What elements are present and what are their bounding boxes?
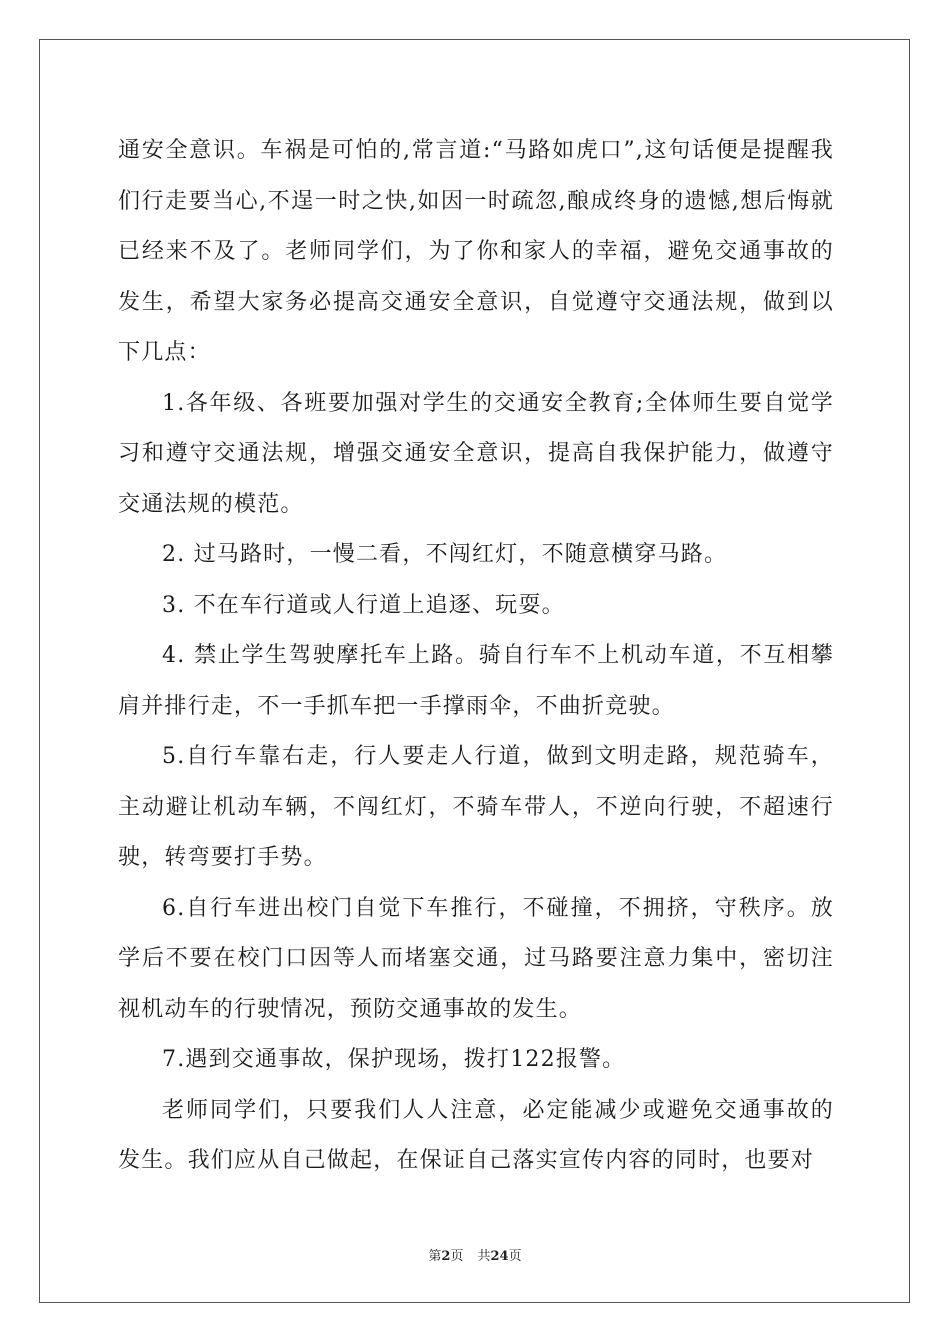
list-item-6: 6.自行车进出校门自觉下车推行，不碰撞，不拥挤，守秩序。放学后不要在校门口因等人而堵塞交通，过马路要注意力集中，密切注视机动车的行驶情况，预防交通事故的发生。	[118, 895, 834, 1022]
list-item-7: 7.遇到交通事故，保护现场，拨打122报警。	[162, 1047, 626, 1072]
page-prefix: 第	[428, 1249, 442, 1264]
page-suffix: 页	[450, 1249, 464, 1264]
list-item-1: 1.各年级、各班要加强对学生的交通安全教育;全体师生要自觉学习和遵守交通法规，增强交通安全意识，提高自我保护能力，做遵守交通法规的模范。	[118, 390, 834, 517]
total-pages: 24	[490, 1249, 509, 1264]
list-item-3: 3. 不在车行道或人行道上追逐、玩耍。	[162, 592, 565, 618]
list-item-2: 2. 过马路时，一慢二看，不闯红灯，不随意横穿马路。	[162, 542, 728, 567]
total-suffix: 页	[508, 1249, 522, 1264]
page-footer	[0, 1245, 950, 1264]
document-body	[118, 126, 834, 1187]
list-item-5: 5.自行车靠右走，行人要走人行道，做到文明走路，规范骑车，主动避让机动车辆，不闯红灯，不骑车带人，不逆向行驶，不超速行驶，转弯要打手势。	[118, 744, 834, 870]
total-prefix: 共	[477, 1249, 491, 1264]
paragraph: 通安全意识。车祸是可怕的,常言道:“马路如虎口”,这句话便是提醒我们行走要当心,不逞一时之快,如因一时疏忽,酿成终身的遗憾,想后悔就已经来不及了。老师同学们，为了你和家人的幸福，避免交通事故的发生，希望大家务必提高交通安全意识，自觉遵守交通法规，做到以下几点：	[118, 138, 834, 365]
paragraph: 老师同学们，只要我们人人注意，必定能减少或避免交通事故的发生。我们应从自己做起，在保证自己落实宣传内容的同时，也要对	[118, 1097, 834, 1173]
page-number: 2	[441, 1249, 451, 1264]
list-item-4: 4. 禁止学生驾驶摩托车上路。骑自行车不上机动车道，不互相攀肩并排行走，不一手抓车把一手撑雨伞，不曲折竞驶。	[118, 643, 834, 719]
